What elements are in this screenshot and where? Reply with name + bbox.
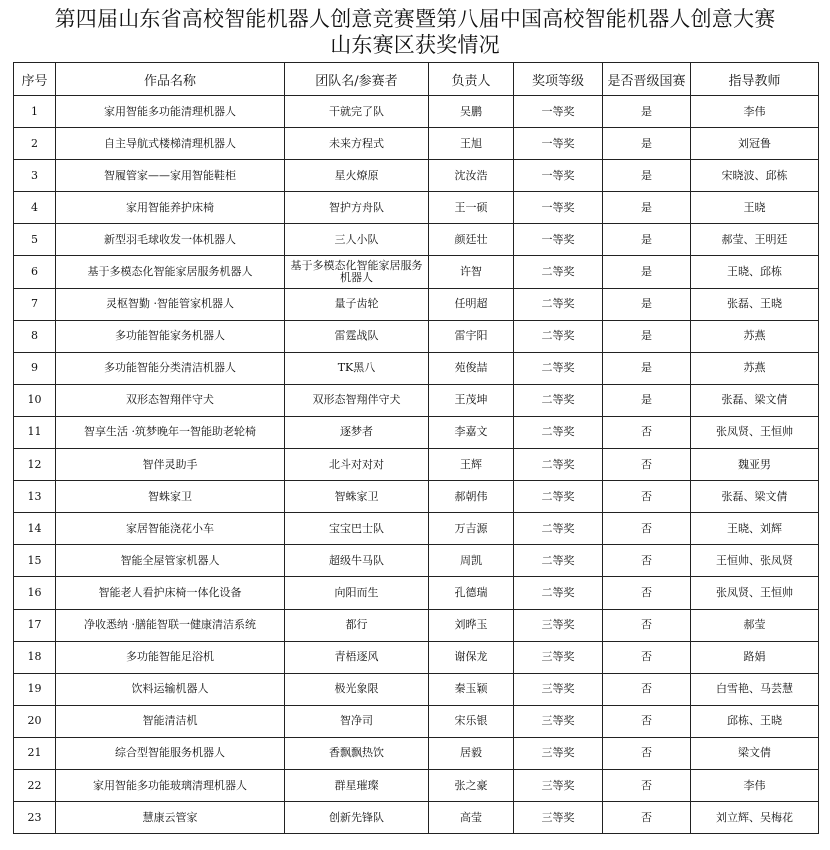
cell-leader: 雷宇阳 (429, 320, 514, 352)
table-row (14, 545, 819, 577)
cell-index: 14 (14, 513, 56, 545)
cell-team-name: 创新先锋队 (285, 802, 429, 834)
cell-work-name: 慧康云管家 (56, 802, 285, 834)
cell-team-name: 向阳而生 (285, 577, 429, 609)
table-row (14, 481, 819, 513)
cell-index: 4 (14, 192, 56, 224)
cell-award-level: 一等奖 (514, 96, 603, 128)
cell-index: 7 (14, 288, 56, 320)
cell-national-advance: 是 (603, 288, 691, 320)
cell-leader: 宋乐银 (429, 705, 514, 737)
cell-team-name: 青梧逐风 (285, 641, 429, 673)
cell-award-level: 二等奖 (514, 352, 603, 384)
cell-award-level: 一等奖 (514, 128, 603, 160)
cell-award-level: 一等奖 (514, 192, 603, 224)
cell-index: 13 (14, 481, 56, 513)
cell-national-advance: 否 (603, 802, 691, 834)
cell-award-level: 二等奖 (514, 513, 603, 545)
cell-team-name: 双形态智翔伴守犬 (285, 384, 429, 416)
cell-team-name: 超级牛马队 (285, 545, 429, 577)
cell-team-name: 星火燎原 (285, 160, 429, 192)
cell-national-advance: 是 (603, 192, 691, 224)
cell-leader: 周凯 (429, 545, 514, 577)
cell-work-name: 智享生活 ·筑梦晚年一智能助老轮椅 (56, 416, 285, 448)
cell-advisor: 张磊、梁文倩 (691, 481, 819, 513)
cell-award-level: 二等奖 (514, 545, 603, 577)
cell-leader: 苑俊喆 (429, 352, 514, 384)
cell-leader: 张之豪 (429, 769, 514, 801)
cell-work-name: 基于多模态化智能家居服务机器人 (56, 256, 285, 288)
table-row (14, 288, 819, 320)
cell-team-name: TK黑八 (285, 352, 429, 384)
cell-index: 9 (14, 352, 56, 384)
cell-team-name: 香飘飘热饮 (285, 737, 429, 769)
cell-leader: 秦玉颖 (429, 673, 514, 705)
cell-award-level: 二等奖 (514, 384, 603, 416)
cell-work-name: 智能清洁机 (56, 705, 285, 737)
cell-national-advance: 是 (603, 320, 691, 352)
cell-work-name: 新型羽毛球收发一体机器人 (56, 224, 285, 256)
cell-leader: 王旭 (429, 128, 514, 160)
cell-team-name: 雷霆战队 (285, 320, 429, 352)
table-row (14, 673, 819, 705)
cell-team-name: 智护方舟队 (285, 192, 429, 224)
cell-award-level: 三等奖 (514, 802, 603, 834)
cell-national-advance: 否 (603, 416, 691, 448)
cell-national-advance: 是 (603, 160, 691, 192)
cell-national-advance: 否 (603, 737, 691, 769)
cell-national-advance: 否 (603, 641, 691, 673)
cell-index: 21 (14, 737, 56, 769)
title-line-2: 山东赛区获奖情况 (330, 33, 500, 57)
table-row (14, 128, 819, 160)
cell-index: 16 (14, 577, 56, 609)
cell-work-name: 家用智能养护床椅 (56, 192, 285, 224)
cell-award-level: 一等奖 (514, 224, 603, 256)
table-row (14, 320, 819, 352)
cell-advisor: 郝莹、王明廷 (691, 224, 819, 256)
cell-leader: 居毅 (429, 737, 514, 769)
cell-index: 20 (14, 705, 56, 737)
cell-work-name: 智履管家——家用智能鞋柜 (56, 160, 285, 192)
cell-leader: 颜廷壮 (429, 224, 514, 256)
cell-advisor: 刘立辉、吴梅花 (691, 802, 819, 834)
cell-advisor: 梁文倩 (691, 737, 819, 769)
cell-award-level: 三等奖 (514, 769, 603, 801)
cell-leader: 孔德瑞 (429, 577, 514, 609)
table-row (14, 641, 819, 673)
table-row (14, 769, 819, 801)
table-header-row (14, 63, 819, 96)
cell-award-level: 二等奖 (514, 416, 603, 448)
cell-team-name: 北斗对对对 (285, 449, 429, 481)
cell-work-name: 家居智能浇花小车 (56, 513, 285, 545)
cell-award-level: 二等奖 (514, 481, 603, 513)
cell-advisor: 王晓 (691, 192, 819, 224)
cell-advisor: 张磊、王晓 (691, 288, 819, 320)
cell-advisor: 王晓、邱栋 (691, 256, 819, 288)
cell-work-name: 综合型智能服务机器人 (56, 737, 285, 769)
cell-work-name: 灵枢智勤 ·智能管家机器人 (56, 288, 285, 320)
cell-advisor: 李伟 (691, 769, 819, 801)
cell-leader: 万吉源 (429, 513, 514, 545)
cell-work-name: 饮料运输机器人 (56, 673, 285, 705)
cell-advisor: 宋晓波、邱栋 (691, 160, 819, 192)
column-header-team-name: 团队名/参赛者 (285, 63, 429, 96)
column-header-national-advance: 是否晋级国赛 (603, 63, 691, 96)
cell-work-name: 智能老人看护床椅一体化设备 (56, 577, 285, 609)
cell-award-level: 三等奖 (514, 673, 603, 705)
cell-award-level: 一等奖 (514, 160, 603, 192)
cell-advisor: 魏亚男 (691, 449, 819, 481)
table-row (14, 256, 819, 288)
awards-table (13, 62, 819, 834)
cell-national-advance: 否 (603, 545, 691, 577)
cell-award-level: 三等奖 (514, 705, 603, 737)
cell-award-level: 二等奖 (514, 449, 603, 481)
cell-team-name: 智蛛家卫 (285, 481, 429, 513)
cell-index: 6 (14, 256, 56, 288)
table-row (14, 160, 819, 192)
table-row (14, 802, 819, 834)
cell-national-advance: 否 (603, 513, 691, 545)
cell-national-advance: 是 (603, 224, 691, 256)
cell-award-level: 二等奖 (514, 288, 603, 320)
cell-index: 11 (14, 416, 56, 448)
cell-leader: 刘晔玉 (429, 609, 514, 641)
table-row (14, 192, 819, 224)
cell-team-name: 逐梦者 (285, 416, 429, 448)
cell-leader: 王茂坤 (429, 384, 514, 416)
cell-index: 3 (14, 160, 56, 192)
cell-index: 5 (14, 224, 56, 256)
cell-work-name: 家用智能多功能清理机器人 (56, 96, 285, 128)
table-row (14, 224, 819, 256)
table-body (14, 96, 819, 834)
cell-leader: 吴鹏 (429, 96, 514, 128)
cell-index: 23 (14, 802, 56, 834)
table-row (14, 352, 819, 384)
cell-team-name: 干就完了队 (285, 96, 429, 128)
cell-index: 17 (14, 609, 56, 641)
cell-national-advance: 否 (603, 449, 691, 481)
cell-work-name: 智伴灵助手 (56, 449, 285, 481)
cell-work-name: 多功能智能分类清洁机器人 (56, 352, 285, 384)
cell-team-name: 三人小队 (285, 224, 429, 256)
cell-leader: 李嘉文 (429, 416, 514, 448)
cell-work-name: 双形态智翔伴守犬 (56, 384, 285, 416)
cell-advisor: 白雪艳、马芸慧 (691, 673, 819, 705)
cell-index: 1 (14, 96, 56, 128)
table-row (14, 416, 819, 448)
cell-advisor: 邱栋、王晓 (691, 705, 819, 737)
cell-work-name: 家用智能多功能玻璃清理机器人 (56, 769, 285, 801)
cell-team-name: 未来方程式 (285, 128, 429, 160)
cell-advisor: 路娟 (691, 641, 819, 673)
cell-leader: 王辉 (429, 449, 514, 481)
cell-index: 2 (14, 128, 56, 160)
cell-team-name: 宝宝巴士队 (285, 513, 429, 545)
cell-index: 10 (14, 384, 56, 416)
cell-leader: 郝朝伟 (429, 481, 514, 513)
cell-work-name: 智蛛家卫 (56, 481, 285, 513)
column-header-advisor: 指导教师 (691, 63, 819, 96)
column-header-award-level: 奖项等级 (514, 63, 603, 96)
cell-award-level: 二等奖 (514, 577, 603, 609)
cell-national-advance: 否 (603, 769, 691, 801)
table-row (14, 705, 819, 737)
cell-work-name: 智能全屋管家机器人 (56, 545, 285, 577)
cell-national-advance: 是 (603, 256, 691, 288)
table-row (14, 609, 819, 641)
table-row (14, 737, 819, 769)
cell-advisor: 刘冠鲁 (691, 128, 819, 160)
cell-national-advance: 是 (603, 384, 691, 416)
cell-leader: 谢保龙 (429, 641, 514, 673)
cell-work-name: 多功能智能家务机器人 (56, 320, 285, 352)
cell-national-advance: 否 (603, 673, 691, 705)
cell-index: 15 (14, 545, 56, 577)
cell-index: 19 (14, 673, 56, 705)
cell-advisor: 苏燕 (691, 320, 819, 352)
cell-advisor: 李伟 (691, 96, 819, 128)
document-title (0, 0, 830, 58)
cell-index: 22 (14, 769, 56, 801)
cell-award-level: 三等奖 (514, 641, 603, 673)
cell-national-advance: 否 (603, 577, 691, 609)
table-row (14, 577, 819, 609)
cell-advisor: 郝莹 (691, 609, 819, 641)
cell-advisor: 张凤贤、王恒帅 (691, 577, 819, 609)
cell-award-level: 三等奖 (514, 737, 603, 769)
cell-index: 18 (14, 641, 56, 673)
cell-leader: 沈汝浩 (429, 160, 514, 192)
cell-work-name: 多功能智能足浴机 (56, 641, 285, 673)
cell-advisor: 张凤贤、王恒帅 (691, 416, 819, 448)
cell-national-advance: 否 (603, 481, 691, 513)
table-row (14, 96, 819, 128)
cell-national-advance: 是 (603, 128, 691, 160)
cell-advisor: 张磊、梁文倩 (691, 384, 819, 416)
column-header-leader: 负责人 (429, 63, 514, 96)
cell-leader: 许智 (429, 256, 514, 288)
cell-award-level: 二等奖 (514, 320, 603, 352)
column-header-work-name: 作品名称 (56, 63, 285, 96)
cell-leader: 高莹 (429, 802, 514, 834)
cell-work-name: 自主导航式楼梯清理机器人 (56, 128, 285, 160)
cell-index: 8 (14, 320, 56, 352)
cell-team-name: 量子齿轮 (285, 288, 429, 320)
table-row (14, 384, 819, 416)
table-row (14, 513, 819, 545)
column-header-index: 序号 (14, 63, 56, 96)
cell-national-advance: 否 (603, 705, 691, 737)
cell-team-name: 群星璀璨 (285, 769, 429, 801)
cell-advisor: 苏燕 (691, 352, 819, 384)
title-line-1: 第四届山东省高校智能机器人创意竞赛暨第八届中国高校智能机器人创意大赛 (54, 7, 776, 31)
cell-national-advance: 是 (603, 352, 691, 384)
cell-leader: 任明超 (429, 288, 514, 320)
cell-work-name: 净收悉纳 ·膳能智联一健康清洁系统 (56, 609, 285, 641)
cell-advisor: 王晓、刘辉 (691, 513, 819, 545)
cell-leader: 王一硕 (429, 192, 514, 224)
cell-award-level: 三等奖 (514, 609, 603, 641)
cell-team-name: 极光象限 (285, 673, 429, 705)
cell-national-advance: 否 (603, 609, 691, 641)
cell-national-advance: 是 (603, 96, 691, 128)
cell-team-name: 智净司 (285, 705, 429, 737)
cell-team-name: 都行 (285, 609, 429, 641)
cell-award-level: 二等奖 (514, 256, 603, 288)
table-row (14, 449, 819, 481)
cell-index: 12 (14, 449, 56, 481)
cell-team-name: 基于多模态化智能家居服务机器人 (285, 256, 429, 288)
cell-advisor: 王恒帅、张凤贤 (691, 545, 819, 577)
